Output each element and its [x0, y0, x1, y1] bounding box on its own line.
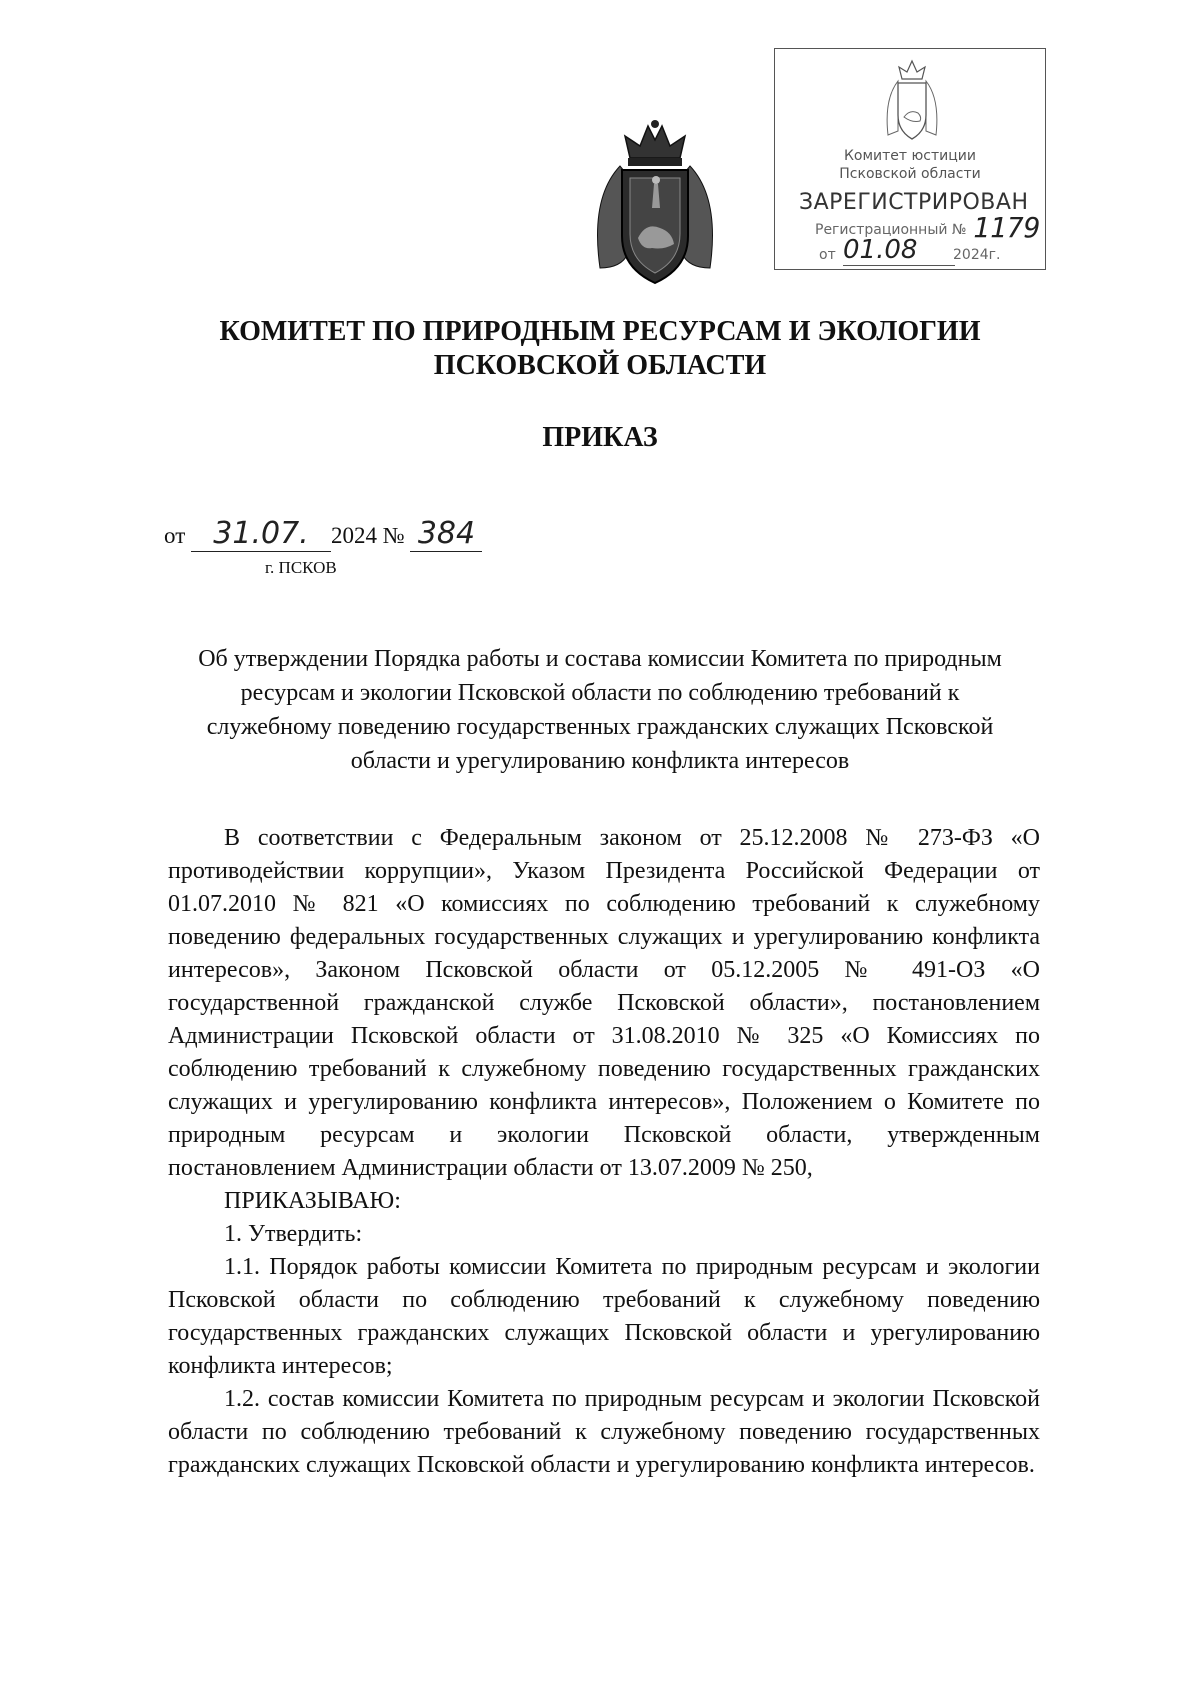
preamble-paragraph: В соответствии с Федеральным законом от 25.12.2008 № 273-ФЗ «О противодействии коррупции», Указом Президента Российской Федерации от 01.07.2010 № 821 «О комиссиях по соблюдению требований к служебному поведению федеральных государственных служащих и урегулированию конфликта интересов», Законом Псковской области от 05.12.2005 № 491-ОЗ «О государственной гражданской службе Псковской области», постановлением Администрации Псковской области от 31.08.2010 № 325 «О Комиссиях по соблюдению требований к служебному поведению государственных гражданских служащих и урегулированию конфликта интересов», Положением о Комитете по природным ресурсам и экологии Псковской области, утвержденным постановлением Администрации области от 13.07.2009 № 250, [168, 825, 1040, 1181]
stamp-reg-number: 1179 [973, 211, 1041, 244]
item-1: 1. Утвердить: [224, 1221, 363, 1247]
subject-line: ресурсам и экологии Псковской области по соблюдению требований к [240, 680, 960, 706]
stamp-status: ЗАРЕГИСТРИРОВАН [799, 190, 1029, 215]
year-value: 2024 [331, 523, 377, 548]
stamp-org-line2: Псковской области [839, 166, 981, 182]
subject-line: служебному поведению государственных гражданских служащих Псковской [206, 714, 994, 740]
stamp-reg-number-label: Регистрационный № [815, 222, 967, 238]
item-1-2: 1.2. состав комиссии Комитета по природным ресурсам и экологии Псковской области по соблюдению требований к служебному поведению государственных гражданских служащих Псковской области и урегулированию конфликта интересов. [168, 1386, 1040, 1478]
item-1-1: 1.1. Порядок работы комиссии Комитета по природным ресурсам и экологии Псковской области по соблюдению требований к служебному поведению государственных гражданских служащих Псковской области и урегулированию конфликта интересов; [168, 1254, 1040, 1379]
date-prefix: от [164, 523, 186, 548]
subject-line: Об утверждении Порядка работы и состава комиссии Комитета по природным [198, 646, 1002, 672]
organization-title-line2: ПСКОВСКОЙ ОБЛАСТИ [433, 350, 767, 381]
number-value: 384 [417, 516, 476, 551]
organization-title [100, 315, 1100, 383]
subject-line: области и урегулированию конфликта интересов [350, 748, 850, 774]
date-number-line [164, 516, 482, 552]
stamp-org-line1: Комитет юстиции [843, 148, 976, 164]
date-field [191, 516, 331, 552]
coat-of-arms-icon [580, 118, 730, 293]
document-body [168, 822, 1040, 1482]
stamp-date-year: 2024г. [953, 247, 1001, 263]
order-word: ПРИКАЗЫВАЮ: [224, 1188, 401, 1214]
date-value: 31.07. [213, 516, 309, 551]
document-subject [160, 642, 1040, 778]
number-field [410, 516, 482, 552]
city-label: г. ПСКОВ [265, 558, 337, 577]
document-type: ПРИКАЗ [542, 422, 658, 453]
stamp-emblem-icon [880, 57, 944, 149]
number-sign: № [382, 523, 405, 548]
registration-stamp [774, 48, 1046, 270]
stamp-date: 01.08 [843, 235, 955, 266]
organization-title-line1: КОМИТЕТ ПО ПРИРОДНЫМ РЕСУРСАМ И ЭКОЛОГИИ [219, 316, 981, 347]
stamp-date-prefix: от [819, 247, 836, 263]
